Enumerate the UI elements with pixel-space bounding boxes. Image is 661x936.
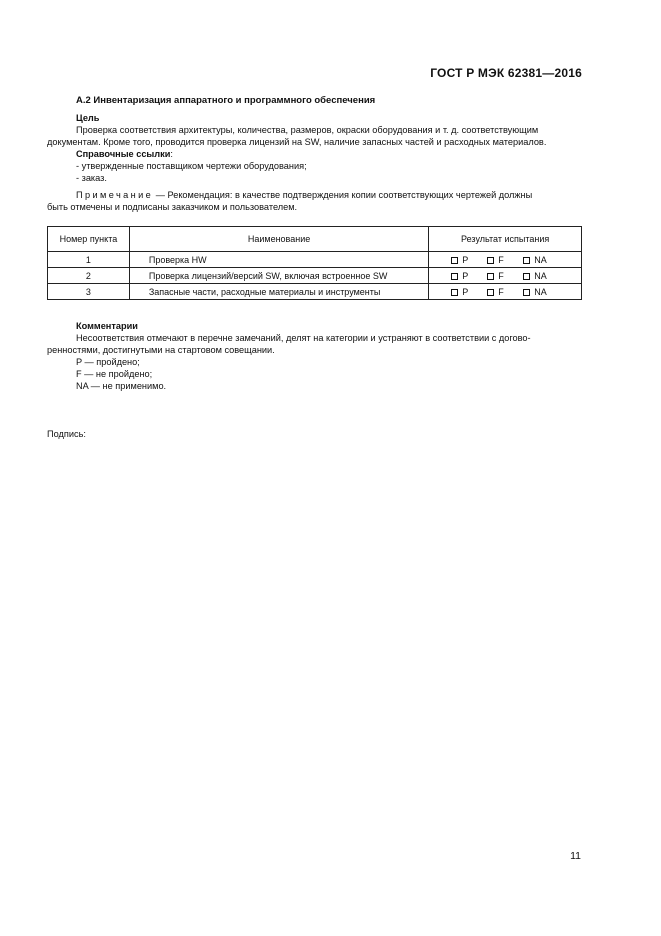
option-fail[interactable] — [487, 287, 523, 297]
checkbox-icon[interactable] — [451, 257, 458, 264]
checkbox-icon[interactable] — [451, 273, 458, 280]
references-heading-colon: : — [170, 149, 173, 159]
row-name: Запасные части, расходные материалы и инструменты — [129, 284, 428, 300]
row-result-options — [429, 268, 582, 284]
option-label: NA — [534, 270, 547, 281]
option-pass[interactable] — [451, 287, 487, 297]
table-row — [48, 268, 582, 284]
comments-line-2: ренностями, достигнутыми на стартовом совещании. — [47, 345, 275, 355]
option-label: F — [498, 254, 504, 265]
checkbox-icon[interactable] — [487, 257, 494, 264]
references-heading-text: Справочные ссылки — [76, 149, 171, 159]
checkbox-icon[interactable] — [451, 289, 458, 296]
page-number: 11 — [570, 850, 581, 862]
header-test-result: Результат испытания — [429, 227, 582, 252]
reference-item-1: - утвержденные поставщиком чертежи оборудования; — [76, 161, 307, 171]
goal-heading: Цель — [76, 113, 100, 123]
row-result-options — [429, 252, 582, 268]
option-pass[interactable] — [451, 271, 487, 281]
section-title: А.2 Инвентаризация аппаратного и программного обеспечения — [76, 95, 376, 106]
option-label: P — [462, 254, 469, 265]
table-row — [48, 284, 582, 300]
option-label: P — [462, 270, 469, 281]
comments-heading: Комментарии — [76, 321, 138, 331]
note-line-2: быть отмечены и подписаны заказчиком и пользователем. — [47, 202, 298, 212]
note-text-1: — Рекомендация: в качестве подтверждения копии соответствующих чертежей должны — [153, 190, 533, 200]
legend-fail: F — не пройдено; — [76, 369, 153, 379]
note-label: Примечание — [76, 190, 154, 200]
checkbox-icon[interactable] — [487, 289, 494, 296]
table-header-row — [48, 227, 582, 252]
option-label: NA — [534, 254, 547, 265]
reference-item-2: - заказ. — [76, 173, 107, 183]
row-result-options — [429, 284, 582, 300]
option-label: F — [498, 270, 504, 281]
option-fail[interactable] — [487, 255, 523, 265]
header-item-number: Номер пункта — [48, 227, 130, 252]
checkbox-icon[interactable] — [523, 257, 530, 264]
checkbox-icon[interactable] — [523, 289, 530, 296]
checkbox-icon[interactable] — [487, 273, 494, 280]
checkbox-icon[interactable] — [523, 273, 530, 280]
legend-not-applicable: NA — не применимо. — [76, 381, 167, 391]
option-label: P — [462, 286, 469, 297]
option-pass[interactable] — [451, 255, 487, 265]
row-name: Проверка лицензий/версий SW, включая встроенное SW — [129, 268, 428, 284]
header-name: Наименование — [129, 227, 428, 252]
document-standard-code: ГОСТ Р МЭК 62381—2016 — [430, 66, 582, 80]
row-number: 2 — [48, 268, 130, 284]
goal-text-line-1: Проверка соответствия архитектуры, количества, размеров, окраски оборудования и т. д. соответствующим — [76, 125, 539, 135]
table-row — [48, 252, 582, 268]
row-number: 1 — [48, 252, 130, 268]
row-number: 3 — [48, 284, 130, 300]
option-not-applicable[interactable] — [523, 287, 547, 297]
signature-label: Подпись: — [47, 429, 86, 439]
option-fail[interactable] — [487, 271, 523, 281]
test-results-table — [47, 226, 582, 300]
legend-pass: P — пройдено; — [76, 357, 140, 367]
note-line-1 — [76, 189, 581, 201]
option-label: NA — [534, 286, 547, 297]
references-heading — [76, 148, 581, 160]
option-label: F — [498, 286, 504, 297]
row-name: Проверка HW — [129, 252, 428, 268]
goal-text-line-2: документам. Кроме того, проводится проверка лицензий на SW, наличие запасных частей и расходных материалов. — [47, 137, 547, 147]
option-not-applicable[interactable] — [523, 271, 547, 281]
comments-line-1: Несоответствия отмечают в перечне замечаний, делят на категории и устраняют в соответствии с догово- — [76, 333, 531, 343]
option-not-applicable[interactable] — [523, 255, 547, 265]
